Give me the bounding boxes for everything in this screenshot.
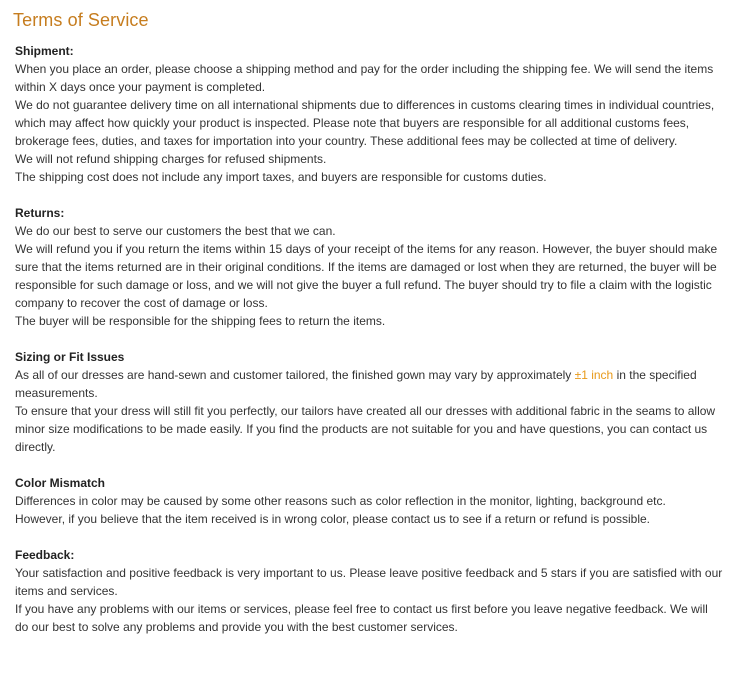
sizing-intro-after: in the specified measurements. [15,368,697,400]
section-paragraph: The shipping cost does not include any import taxes, and buyers are responsible for customs duties. [15,170,547,184]
section-returns [15,204,723,330]
section-paragraph: To ensure that your dress will still fit you perfectly, our tailors have created all our dresses with additional fabric in the seams to allow minor size modifications to be made easily. If you find the products are not suitable for you and have questions, you can contact us directly. [15,404,716,454]
section-heading: Returns: [15,206,65,220]
section-paragraph: If you have any problems with our items or services, please feel free to contact us first before you leave negative feedback. We will do our best to solve any problems and provide you with the best customer services. [15,602,708,634]
section-paragraph: Your satisfaction and positive feedback is very important to us. Please leave positive feedback and 5 stars if you are satisfied with our items and services. [15,566,723,598]
sizing-intro-paragraph [15,366,723,402]
section-heading: Sizing or Fit Issues [15,350,125,364]
section-paragraph: We will not refund shipping charges for refused shipments. [15,152,327,166]
section-paragraph: When you place an order, please choose a shipping method and pay for the order including the shipping fee. We will send the items within X days once your payment is completed. [15,62,714,94]
section-sizing [15,348,723,456]
section-paragraph: We do our best to serve our customers the best that we can. [15,224,336,238]
size-tolerance-highlight: ±1 inch [574,368,614,382]
section-heading: Color Mismatch [15,476,106,490]
section-feedback [15,546,723,636]
section-paragraph: We do not guarantee delivery time on all international shipments due to differences in customs clearing times in individual countries, which may affect how quickly your product is inspected. Please note that buyers are responsible for all additional customs fees, brokerage fees, duties, and taxes for importation into your country. These additional fees may be collected at time of delivery. [15,98,715,148]
section-shipment [15,42,723,186]
sizing-intro-before: As all of our dresses are hand-sewn and customer tailored, the finished gown may vary by approximately [15,368,575,382]
section-color-mismatch [15,474,723,528]
section-paragraph: Differences in color may be caused by some other reasons such as color reflection in the monitor, lighting, background etc. [15,494,666,508]
section-heading: Feedback: [15,548,75,562]
section-paragraph: We will refund you if you return the items within 15 days of your receipt of the items for any reason. However, the buyer should make sure that the items returned are in their original conditions. If the items are damaged or lost when they are returned, the buyer will be responsible for such damage or loss, and we will not give the buyer a full refund. The buyer should try to file a claim with the logistic company to recover the cost of damage or loss. [15,242,718,310]
page-title: Terms of Service [13,10,149,30]
section-paragraph: The buyer will be responsible for the shipping fees to return the items. [15,314,386,328]
section-paragraph: However, if you believe that the item received is in wrong color, please contact us to see if a return or refund is possible. [15,512,650,526]
section-heading: Shipment: [15,44,74,58]
